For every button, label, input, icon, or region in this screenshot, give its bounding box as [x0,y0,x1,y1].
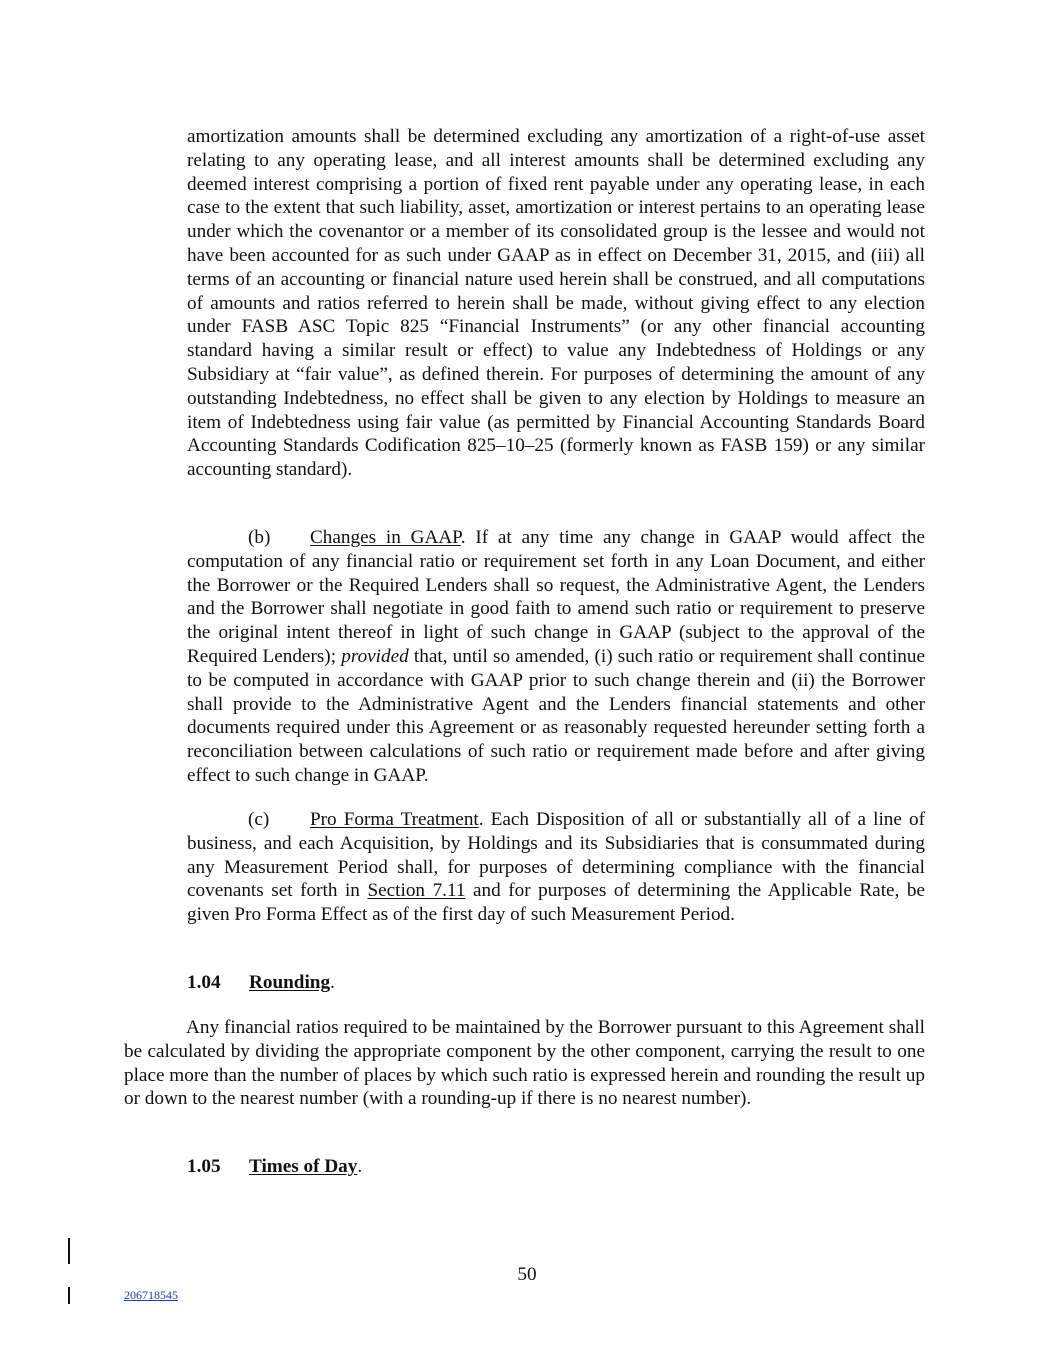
provided-term: provided [341,645,409,667]
document-id-link[interactable]: 206718545 [124,1288,178,1302]
paragraph-rounding: Any financial ratios required to be maintained by the Borrower pursuant to this Agreement shall be calculated by dividing the appropriate component by the other component, carrying the result to one place more than the number of places by which such ratio is expressed herein and rounding the result up or down to the nearest number (with a rounding-up if there is no nearest number). [124,1017,925,1110]
heading-period: . [357,1156,363,1177]
page-number: 50 [517,1264,537,1285]
paragraph-c-text-2: and for purposes of determining the Applicable Rate, be given Pro Forma Effect as of the first day of such Measurement Period. [187,880,925,926]
heading-period: . [330,972,335,993]
paragraph-changes-in-gaap [187,526,925,788]
heading-title-rounding: Rounding [249,972,331,993]
paragraph-c-text-1: . Each Disposition of all or substantially all of a line of business, and each Acquisition, by Holdings and its Subsidiaries that is consummated during any Measurement Period shall, for purposes of determining compliance with the financial covenants set forth in [187,809,925,902]
paragraph-label-b: (b) [248,527,271,548]
heading-rounding [187,971,335,995]
section-title-changes-in-gaap: Changes in GAAP [310,527,461,548]
paragraph-intro: amortization amounts shall be determined excluding any amortization of a right-of-use asset relating to any operating lease, and all interest amounts shall be determined excluding any deemed interest comprising a portion of fixed rent payable under any operating lease, in each case to the extent that such liability, asset, amortization or interest pertains to an operating lease under which the covenantor or a member of its consolidated group is the lessee and would not have been accounted for as such under GAAP as in effect on December 31, 2015, and (iii) all terms of an accounting or financial nature used herein shall be construed, and all computations of amounts and ratios referred to herein shall be made, without giving effect to any election under FASB ASC Topic 825 “Financial Instruments” (or any other financial accounting standard having a similar result or effect) to value any Indebtedness of Holdings or any Subsidiary at “fair value”, as defined therein. For purposes of determining the amount of any outstanding Indebtedness, no effect shall be given to any election by Holdings to measure an item of Indebtedness using fair value (as permitted by Financial Accounting Standards Board Accounting Standards Codification 825–10–25 (formerly known as FASB 159) or any similar accounting standard). [187,126,925,481]
change-bar [68,1238,70,1264]
paragraph-pro-forma-treatment [187,808,925,927]
paragraph-label-c: (c) [248,809,270,830]
heading-times-of-day [187,1155,362,1179]
section-title-pro-forma-treatment: Pro Forma Treatment [310,809,479,830]
heading-number-1-05: 1.05 [187,1156,221,1177]
paragraph-b-text-1: . If at any time any change in GAAP would affect the computation of any financial ratio or requirement set forth in any Loan Document, and either the Borrower or the Required Lenders shall so request, the Administrative Agent, the Lenders and the Borrower shall negotiate in good faith to amend such ratio or requirement to preserve the original intent thereof in light of such change in GAAP (subject to the approval of the Required Lenders); [187,527,925,667]
paragraph-b-text-2: that, until so amended, (i) such ratio or requirement shall continue to be computed in accordance with GAAP prior to such change therein and (ii) the Borrower shall provide to the Administrative Agent and the Lenders financial statements and other documents required under this Agreement or as reasonably requested hereunder setting forth a reconciliation between calculations of such ratio or requirement made before and after giving effect to such change in GAAP. [187,645,925,786]
change-bar [68,1287,70,1304]
heading-title-times-of-day: Times of Day [249,1156,358,1177]
section-reference-link[interactable]: Section 7.11 [367,880,466,902]
heading-number-1-04: 1.04 [187,972,221,993]
